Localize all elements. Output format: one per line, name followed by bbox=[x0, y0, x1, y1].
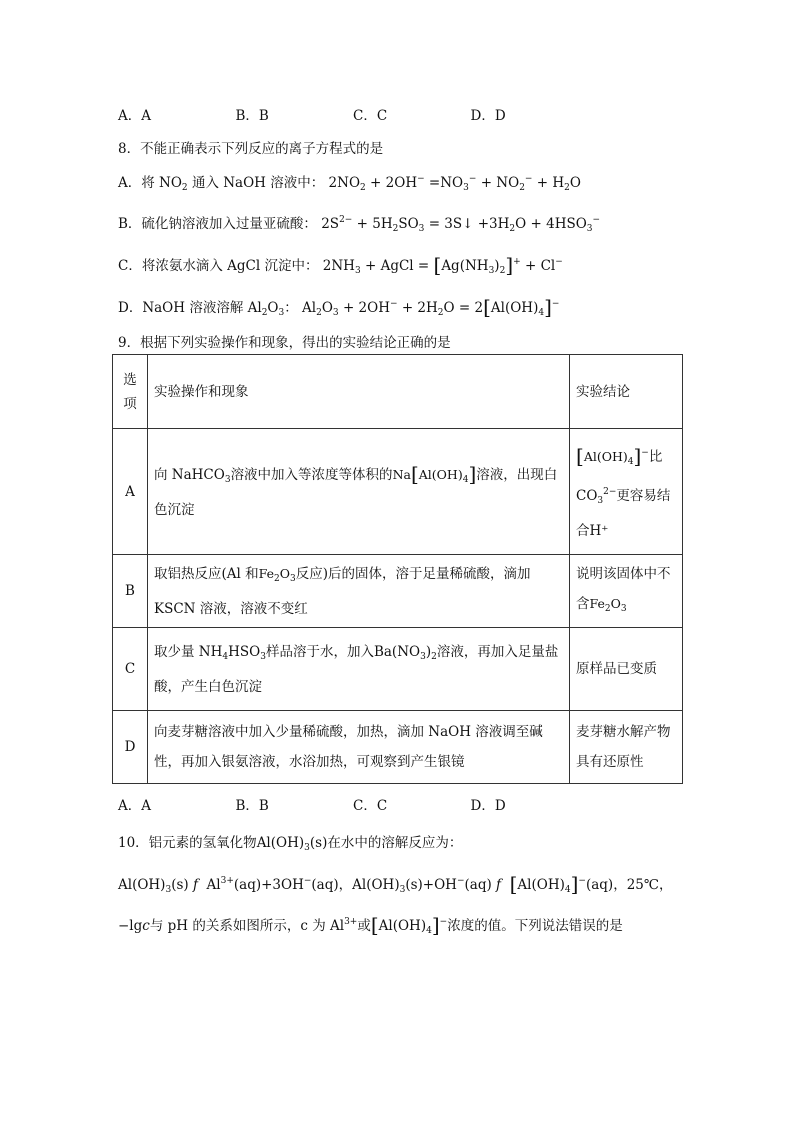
table-row bbox=[113, 711, 683, 784]
q10-line3: −lgc与 pH 的关系如图所示，c 为 $Al^{3+}$或$[Al(OH)_4]^-$浓度的值。下列说法错误的是 bbox=[118, 913, 623, 937]
q8-a-equation: $2NO_2 + 2OH^- =NO_3^- + NO_2^- + H_2O$ bbox=[328, 174, 581, 193]
row-b-conclusion-pre: 说明该固体中不含 bbox=[576, 565, 671, 612]
q7-option-a[interactable]: A．A bbox=[118, 108, 151, 124]
q9-option-c[interactable]: C．C bbox=[353, 798, 388, 814]
q10-stem-pre: 10．铝元素的氢氧化物 bbox=[118, 835, 257, 851]
row-a-conclusion-hplus: H⁺ bbox=[589, 522, 609, 539]
q10-line3-or: 或 bbox=[357, 918, 371, 934]
q10-stem: 10．铝元素的氢氧化物$Al(OH)_3(s)$在水中的溶解反应为： bbox=[118, 835, 463, 853]
q9-option-d[interactable]: D．D bbox=[470, 798, 506, 814]
row-a-op-pre: 向 NaHCO bbox=[154, 466, 225, 483]
row-b-op-mid: 反应)后的固体，溶于足量稀硫酸，滴加 KSCN 溶液，溶液不变红 bbox=[154, 565, 531, 617]
q10-temp: ，25℃， bbox=[613, 877, 673, 893]
row-c-conclusion: 原样品已变质 bbox=[570, 628, 683, 711]
q8-b-equation: $2S^{2-} + 5H_2SO_3$ = 3S↓ $+3H_2O + 4HSO_3^-$ bbox=[321, 215, 601, 234]
row-a-conclusion: $[Al(OH)_4]^-$比 $CO_3^{2-}$更容易结合H⁺ bbox=[570, 429, 683, 555]
row-d-operation: 向麦芽糖溶液中加入少量稀硫酸，加热，滴加 NaOH 溶液调至碱性，再加入银氨溶液，水浴加热，可观察到产生银镜 bbox=[148, 711, 570, 784]
q10-stem-post: 在水中的溶解反应为： bbox=[327, 835, 463, 851]
q9-options bbox=[118, 794, 588, 814]
q10-line3-post: 浓度的值。下列说法错误的是 bbox=[447, 918, 623, 934]
row-a-option: A bbox=[113, 429, 148, 555]
q10-equations: $Al(OH)_3(s)$ f $Al^{3+}(aq)+3OH^-(aq)$，$Al(OH)_3(s)+OH^-(aq)$ f $[Al(OH)_4]^-(aq)$，25℃， bbox=[118, 872, 673, 896]
row-d-option: D bbox=[113, 711, 148, 784]
q8-b-label: B．硫化钠溶液加入过量亚硫酸： bbox=[118, 216, 317, 232]
table-row bbox=[113, 555, 683, 628]
row-a-op-mid: 溶液中加入等浓度等体积的 bbox=[230, 466, 393, 483]
table-header-row bbox=[113, 355, 683, 429]
table-row bbox=[113, 429, 683, 555]
header-option: 选项 bbox=[113, 355, 148, 429]
q8-a-label: A．将 NO bbox=[118, 175, 182, 191]
row-c-option: C bbox=[113, 628, 148, 711]
q8-option-b[interactable] bbox=[118, 212, 600, 234]
row-a-op-post: 溶液，出现白色沉淀 bbox=[154, 466, 558, 518]
q8-d-equation: $Al_2O_3 + 2OH^- + 2H_2O = 2[Al(OH)_4]^-$ bbox=[302, 295, 560, 319]
q10-line3-mid: 与 pH 的关系如图所示，c 为 bbox=[149, 918, 326, 934]
row-a-conclusion-mid: 比 bbox=[648, 448, 663, 465]
q9-stem: 9．根据下列实验操作和现象，得出的实验结论正确的是 bbox=[118, 335, 451, 351]
q8-option-c[interactable] bbox=[118, 253, 563, 277]
row-d-conclusion: 麦芽糖水解产物具有还原性 bbox=[570, 711, 683, 784]
q10-lgc: −lgc bbox=[118, 918, 150, 934]
row-b-conclusion: 说明该固体中不含$Fe_2O_3$ bbox=[570, 555, 683, 628]
row-a-operation: 向 NaHCO$_3$溶液中加入等浓度等体积的$Na[Al(OH)_4]$溶液，出现白色沉淀 bbox=[148, 429, 570, 555]
header-conclusion: 实验结论 bbox=[570, 355, 683, 429]
q8-c-label: C．将浓氨水滴入 AgCl 沉淀中： bbox=[118, 258, 319, 274]
header-operation: 实验操作和现象 bbox=[148, 355, 570, 429]
q9-option-a[interactable]: A．A bbox=[118, 798, 151, 814]
row-a-conclusion-post: 更容易结合 bbox=[576, 487, 671, 539]
q10-equation-2: $Al(OH)_3(s)+OH^-(aq)$ f $[Al(OH)_4]^-(aq)$ bbox=[352, 872, 614, 896]
row-b-operation: 取铝热反应(Al 和$Fe_2O_3$反应)后的固体，溶于足量稀硫酸，滴加 KSCN 溶液，溶液不变红 bbox=[148, 555, 570, 628]
q7-options bbox=[118, 104, 588, 124]
row-c-op-post: 溶液，再加入足量盐酸，产生白色沉淀 bbox=[154, 643, 559, 695]
row-b-op-pre: 取铝热反应(Al 和 bbox=[154, 565, 259, 582]
q8-c-equation: $2NH_3$ + AgCl = $[Ag(NH_3)_2]^+ + Cl^-$ bbox=[322, 253, 563, 277]
q7-option-d[interactable]: D．D bbox=[470, 108, 506, 124]
q8-stem: 8．不能正确表示下列反应的离子方程式的是 bbox=[118, 141, 384, 157]
q8-d-label: D．NaOH 溶液溶解 Al bbox=[118, 300, 262, 316]
row-c-op-pre: 取少量 bbox=[154, 643, 195, 660]
q9-table bbox=[112, 354, 683, 784]
table-row bbox=[113, 628, 683, 711]
q8-d-mid: ： bbox=[284, 300, 298, 316]
row-b-option: B bbox=[113, 555, 148, 628]
q9-option-b[interactable]: B．B bbox=[235, 798, 269, 814]
row-c-op-mid: 样品溶于水，加入 bbox=[265, 643, 374, 660]
row-c-operation: 取少量 $NH_4HSO_3$样品溶于水，加入$Ba(NO_3)_2$溶液，再加入足量盐酸，产生白色沉淀 bbox=[148, 628, 570, 711]
q7-option-c[interactable]: C．C bbox=[353, 108, 388, 124]
q10-equation-1: $Al(OH)_3(s)$ f $Al^{3+}(aq)+3OH^-(aq)$ bbox=[118, 876, 339, 895]
q7-option-b[interactable]: B．B bbox=[235, 108, 269, 124]
q8-option-d[interactable]: D．NaOH 溶液溶解 $Al_2O_3$： $Al_2O_3 + 2OH^- + 2H_2O = 2[Al(OH)_4]^-$ bbox=[118, 295, 560, 319]
q8-a-mid: 通入 NaOH 溶液中： bbox=[191, 175, 325, 191]
q8-option-a[interactable]: A．将 $NO_2$ 通入 NaOH 溶液中： $2NO_2 + 2OH^- =NO_3^- + NO_2^- + H_2O$ bbox=[118, 174, 581, 193]
